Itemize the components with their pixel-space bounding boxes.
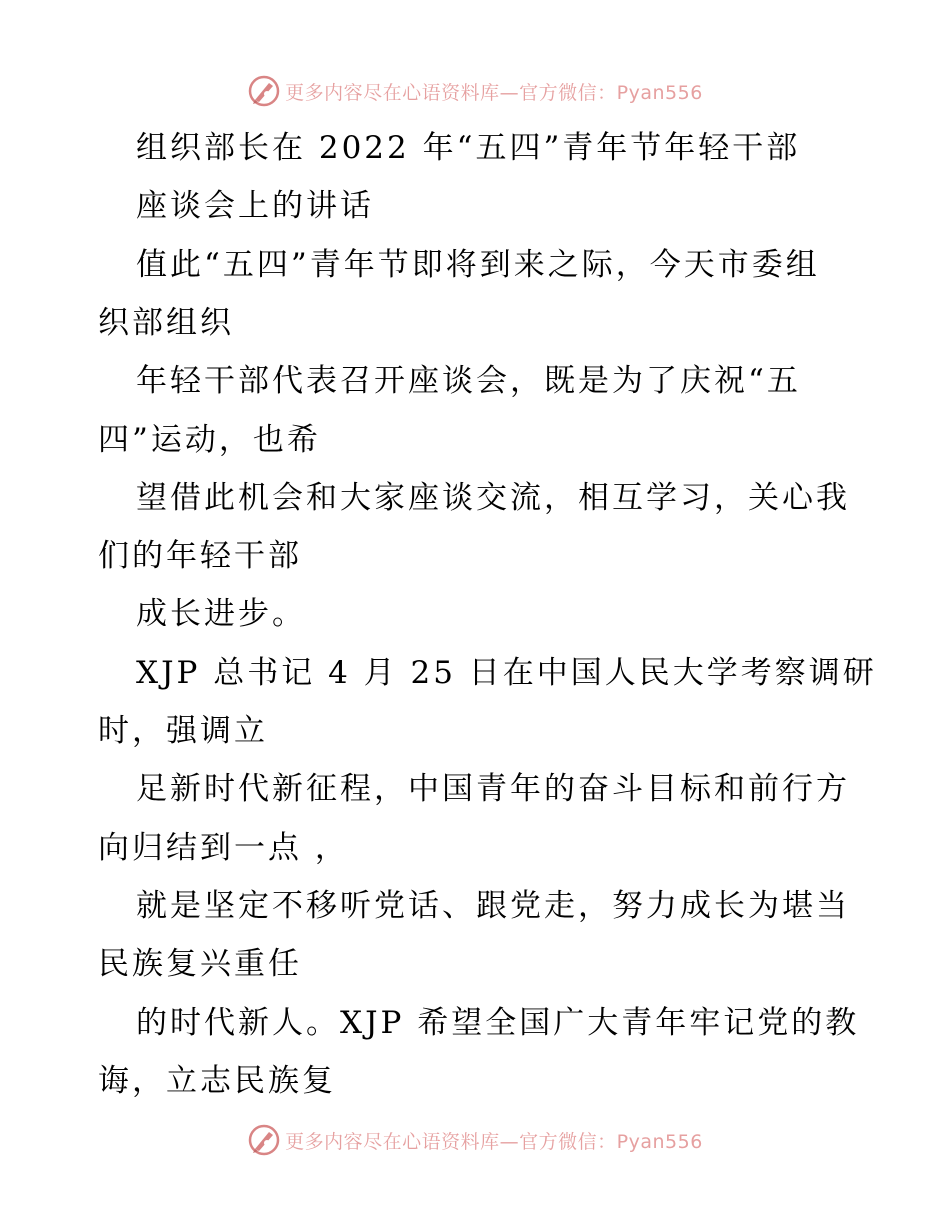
pen-logo-icon bbox=[247, 74, 281, 108]
text-line: 的时代新人。XJP 希望全国广大青年牢记党的教 bbox=[136, 1004, 860, 1041]
text-line: 时，强调立 bbox=[98, 713, 268, 749]
text-line: 望借此机会和大家座谈交流，相互学习，关心我 bbox=[136, 479, 850, 516]
text-line: 们的年轻干部 bbox=[98, 538, 302, 575]
text-line: 就是坚定不移听党话、跟党走，努力成长为堪当 bbox=[136, 887, 850, 924]
text-line: 值此“五四”青年节即将到来之际，今天市委组 bbox=[136, 246, 820, 283]
pen-logo-icon bbox=[247, 1123, 281, 1157]
text-line: 向归结到一点 ， bbox=[98, 829, 349, 866]
text-line: 年轻干部代表召开座谈会，既是为了庆祝“五 bbox=[136, 363, 801, 400]
watermark-text: 更多内容尽在心语资料库—官方微信：Pyan556 bbox=[285, 81, 703, 104]
text-line: XJP 总书记 4 月 25 日在中国人民大学考察调研 bbox=[136, 654, 877, 691]
footer-watermark bbox=[0, 1120, 950, 1160]
header-watermark bbox=[0, 71, 950, 111]
text-line: 织部组织 bbox=[98, 304, 234, 341]
text-line: 成长进步。 bbox=[136, 596, 306, 633]
text-line: 座谈会上的讲话 bbox=[136, 188, 374, 225]
text-line: 四”运动，也希 bbox=[98, 421, 321, 458]
text-line: 组织部长在 2022 年“五四”青年节年轻干部 bbox=[136, 130, 801, 166]
watermark-text: 更多内容尽在心语资料库—官方微信：Pyan556 bbox=[285, 1130, 703, 1153]
text-line: 诲，立志民族复 bbox=[98, 1062, 336, 1099]
text-line: 足新时代新征程，中国青年的奋斗目标和前行方 bbox=[136, 771, 850, 808]
text-line: 民族复兴重任 bbox=[98, 946, 302, 983]
